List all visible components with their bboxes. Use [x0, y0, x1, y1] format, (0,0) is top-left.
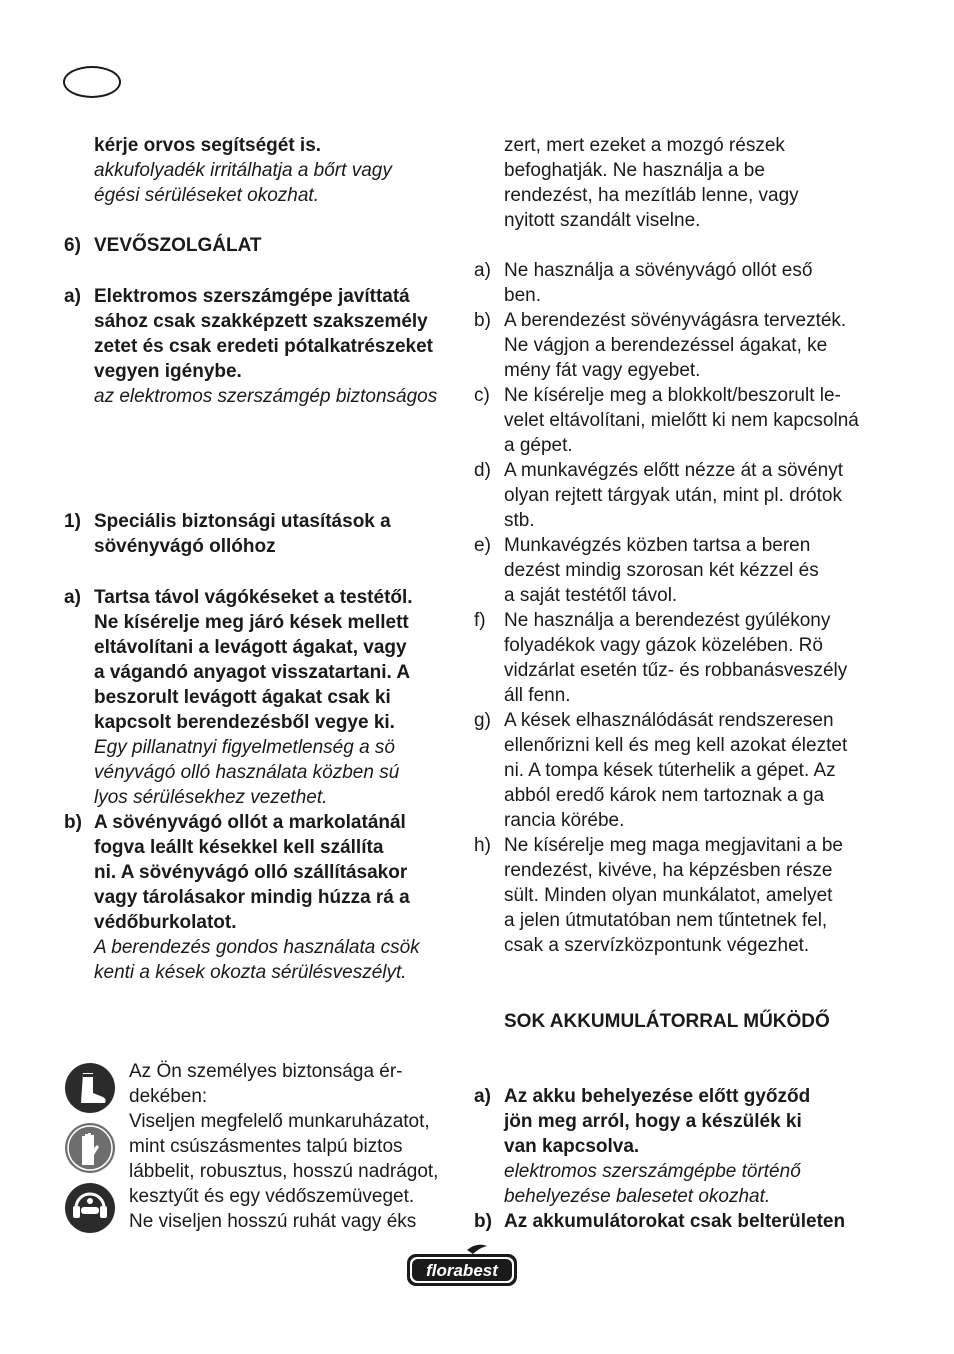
cont-line: nyitott szandált viselne. — [504, 210, 701, 231]
cont-line: zert, mert ezeket a mozgó részek — [504, 135, 785, 156]
item-label: g) — [474, 710, 491, 731]
item-bold-line: ni. A sövényvágó olló szállításakor — [94, 862, 408, 883]
item-bold-line: jön meg arról, hogy a készülék ki — [504, 1111, 802, 1132]
intro-italic-line: égési sérüléseket okozhat. — [94, 185, 319, 206]
safety-line: Ne viseljen hosszú ruhát vagy éks — [129, 1211, 417, 1232]
section-title: VEVŐSZOLGÁLAT — [94, 235, 262, 256]
item-italic-line: lyos sérülésekhez vezethet. — [94, 787, 328, 808]
item-line: Ne használja a berendezést gyúlékony — [504, 610, 831, 631]
heading-text: SOK AKKUMULÁTORRAL MŰKÖDŐ — [504, 1011, 830, 1032]
list-item — [474, 533, 874, 608]
item-line: Ne vágjon a berendezéssel ágakat, ke — [504, 335, 828, 356]
item-bold-line: vagy tárolásakor mindig húzza rá a — [94, 887, 410, 908]
list-item — [474, 708, 874, 833]
item-bold-line: sához csak szakképzett szakszemély — [94, 311, 428, 332]
item-line: olyan rejtett tárgyak után, mint pl. drótok — [504, 485, 842, 506]
item-label: b) — [474, 310, 491, 331]
section-number: 1) — [64, 511, 81, 532]
safety-line: Az Ön személyes biztonsága ér- — [129, 1061, 403, 1082]
item-bold-line: Ne kísérelje meg járó kések mellett — [94, 612, 409, 633]
item-line: rancia körébe. — [504, 810, 625, 831]
item-line: A kések elhasználódását rendszeresen — [504, 710, 834, 731]
intro-italic-line: akkufolyadék irritálhatja a bőrt vagy — [94, 160, 392, 181]
item-a-keep-away — [64, 585, 464, 810]
item-italic-line: behelyezése balesetet okozhat. — [504, 1186, 771, 1207]
item-a-service — [64, 284, 464, 409]
item-bold-line: Tartsa távol vágókéseket a testétől. — [94, 587, 413, 608]
safety-line: mint csúszásmentes talpú biztos — [129, 1136, 403, 1157]
item-line: Munkavégzés közben tartsa a beren — [504, 535, 811, 556]
intro-block — [64, 133, 494, 208]
list-item — [474, 833, 874, 958]
item-label: a) — [474, 1086, 491, 1107]
boot-icon — [64, 1062, 116, 1114]
item-bold-line: Az akkumulátorokat csak belterületen — [504, 1211, 846, 1232]
item-bold-line: beszorult levágott ágakat csak ki — [94, 687, 391, 708]
item-italic-line: az elektromos szerszámgép biztonságos — [94, 386, 438, 407]
list-item — [474, 608, 874, 708]
item-line: mény fát vagy egyebet. — [504, 360, 701, 381]
item-line: Ne kísérelje meg maga megjavitani a be — [504, 835, 844, 856]
item-line: rendezést, kivéve, ha képzésben része — [504, 860, 833, 881]
safety-line: lábbelit, robusztus, hosszú nadrágot, — [129, 1161, 439, 1182]
item-bold-line: Elektromos szerszámgépe javíttatá — [94, 286, 410, 307]
battery-heading — [474, 1009, 904, 1034]
item-line: dezést mindig szorosan két kézzel és — [504, 560, 819, 581]
list-item — [474, 258, 874, 308]
item-line: ben. — [504, 285, 541, 306]
item-line: sült. Minden olyan munkálatot, amelyet — [504, 885, 833, 906]
item-bold-line: eltávolítani a levágott ágakat, vagy — [94, 637, 407, 658]
safety-line: kesztyűt és egy védőszemüveget. — [129, 1186, 415, 1207]
item-bold-line: vegyen igénybe. — [94, 361, 242, 382]
item-label: c) — [474, 385, 490, 406]
ear-eye-protection-icon — [64, 1182, 116, 1234]
item-label: a) — [64, 587, 81, 608]
item-italic-line: A berendezés gondos használata csök — [94, 937, 420, 958]
safety-items-list — [474, 258, 874, 958]
item-italic-line: kenti a kések okozta sérülésveszélyt. — [94, 962, 407, 983]
item-bold-line: zetet és csak eredeti pótalkatrészeket — [94, 336, 434, 357]
item-line: ellenőrizni kell és meg kell azokat éleztet — [504, 735, 848, 756]
item-line: a gépet. — [504, 435, 573, 456]
continuation-block — [474, 133, 904, 233]
item-bold-line: A sövényvágó ollót a markolatánál — [94, 812, 406, 833]
cont-line: befoghatják. Ne használja a be — [504, 160, 765, 181]
item-label: h) — [474, 835, 491, 856]
glove-icon — [64, 1122, 116, 1174]
item-line: vidzárlat esetén tűz- és robbanásveszély — [504, 660, 848, 681]
item-line: velet eltávolítani, mielőtt ki nem kapcsolná — [504, 410, 859, 431]
section-1-heading — [64, 509, 464, 559]
battery-item-a — [474, 1084, 874, 1209]
list-item — [474, 383, 874, 458]
section-6-heading — [64, 233, 464, 258]
item-line: a saját testétől távol. — [504, 585, 678, 606]
item-italic-line: Egy pillanatnyi figyelmetlenség a sö — [94, 737, 396, 758]
section-number: 6) — [64, 235, 81, 256]
item-line: A berendezést sövényvágásra tervezték. — [504, 310, 847, 331]
item-italic-line: elektromos szerszámgépbe történő — [504, 1161, 801, 1182]
item-bold-line: fogva leállt késekkel kell szállíta — [94, 837, 384, 858]
item-line: ni. A tompa kések túterhelik a gépet. Az — [504, 760, 836, 781]
item-label: b) — [474, 1211, 492, 1232]
item-line: csak a szervízközpontunk végezhet. — [504, 935, 810, 956]
item-italic-line: vényvágó olló használata közben sú — [94, 762, 400, 783]
item-line: folyadékok vagy gázok közelében. Rö — [504, 635, 823, 656]
item-line: a jelen útmutatóban nem tűntetnek fel, — [504, 910, 828, 931]
florabest-logo — [405, 1244, 519, 1290]
cont-line: rendezést, ha mezítláb lenne, vagy — [504, 185, 799, 206]
item-line: stb. — [504, 510, 535, 531]
item-label: f) — [474, 610, 486, 631]
item-bold-line: a vágandó anyagot visszatartani. A — [94, 662, 411, 683]
item-label: e) — [474, 535, 491, 556]
item-line: A munkavégzés előtt nézze át a sövényt — [504, 460, 844, 481]
item-bold-line: van kapcsolva. — [504, 1136, 640, 1157]
item-line: Ne használja a sövényvágó ollót eső — [504, 260, 813, 281]
item-line: áll fenn. — [504, 685, 571, 706]
battery-item-b — [474, 1209, 874, 1234]
safety-line: dekében: — [129, 1086, 208, 1107]
list-item — [474, 458, 874, 533]
item-bold-line: kapcsolt berendezésből vegye ki. — [94, 712, 395, 733]
item-label: b) — [64, 812, 82, 833]
item-b-transport — [64, 810, 464, 985]
section-title-line: sövényvágó ollóhoz — [94, 536, 276, 557]
item-label: a) — [474, 260, 491, 281]
item-line: Ne kísérelje meg a blokkolt/beszorult le- — [504, 385, 841, 406]
item-bold-line: védőburkolatot. — [94, 912, 237, 933]
intro-bold: kérje orvos segítségét is. — [94, 135, 322, 156]
brand-text: florabest — [426, 1261, 498, 1280]
item-line: abból eredő károk nem tartoznak a ga — [504, 785, 825, 806]
section-title-line: Speciális biztonsági utasítások a — [94, 511, 391, 532]
personal-safety-text — [129, 1059, 469, 1234]
language-badge — [63, 66, 121, 98]
item-label: d) — [474, 460, 491, 481]
safety-line: Viseljen megfelelő munkaruházatot, — [129, 1111, 430, 1132]
list-item — [474, 308, 874, 383]
item-label: a) — [64, 286, 81, 307]
item-bold-line: Az akku behelyezése előtt győződ — [504, 1086, 811, 1107]
